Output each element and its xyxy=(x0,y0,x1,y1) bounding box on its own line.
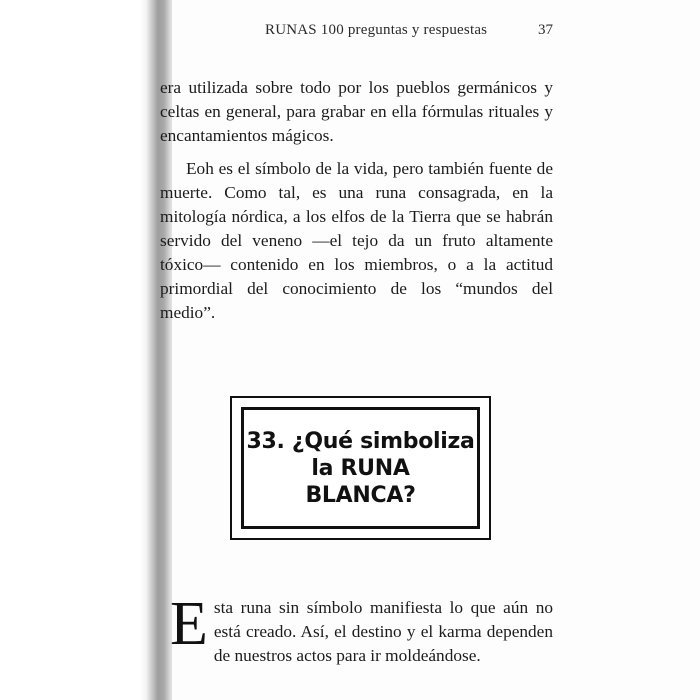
paragraph-eoh: Eoh es el símbolo de la vida, pero también fuente de muerte. Como tal, es una runa consagrada, en la mitología nórdica, a los elfos de la Tierra que se habrán servido del veneno —el tejo da un fruto altamente tóxico— contenido en los miembros, o a la actitud primordial del conocimiento de los “mundos del medio”. xyxy=(160,159,553,322)
answer-paragraph xyxy=(160,590,553,668)
book-gutter-shadow xyxy=(0,0,172,700)
answer-text: sta runa sin símbolo manifiesta lo que aún no está creado. Así, el destino y el karma dependen de nuestros actos para ir moldeándose. xyxy=(213,598,553,665)
paragraph-continuation: era utilizada sobre todo por los pueblos germánicos y celtas en general, para grabar en ella fórmulas rituales y encantamientos mágicos. xyxy=(160,78,553,145)
section-heading-box xyxy=(230,396,491,540)
section-heading-line-2: la RUNA xyxy=(311,455,410,481)
section-heading xyxy=(246,428,474,509)
running-head xyxy=(175,22,553,46)
section-heading-line-1: 33. ¿Qué simboliza xyxy=(246,428,475,454)
page-number: 37 xyxy=(538,22,553,38)
drop-cap: E xyxy=(170,590,208,658)
section-heading-line-3: BLANCA? xyxy=(305,482,416,508)
running-head-title: RUNAS 100 preguntas y respuestas xyxy=(265,22,488,38)
section-heading-inner-frame xyxy=(241,407,480,529)
